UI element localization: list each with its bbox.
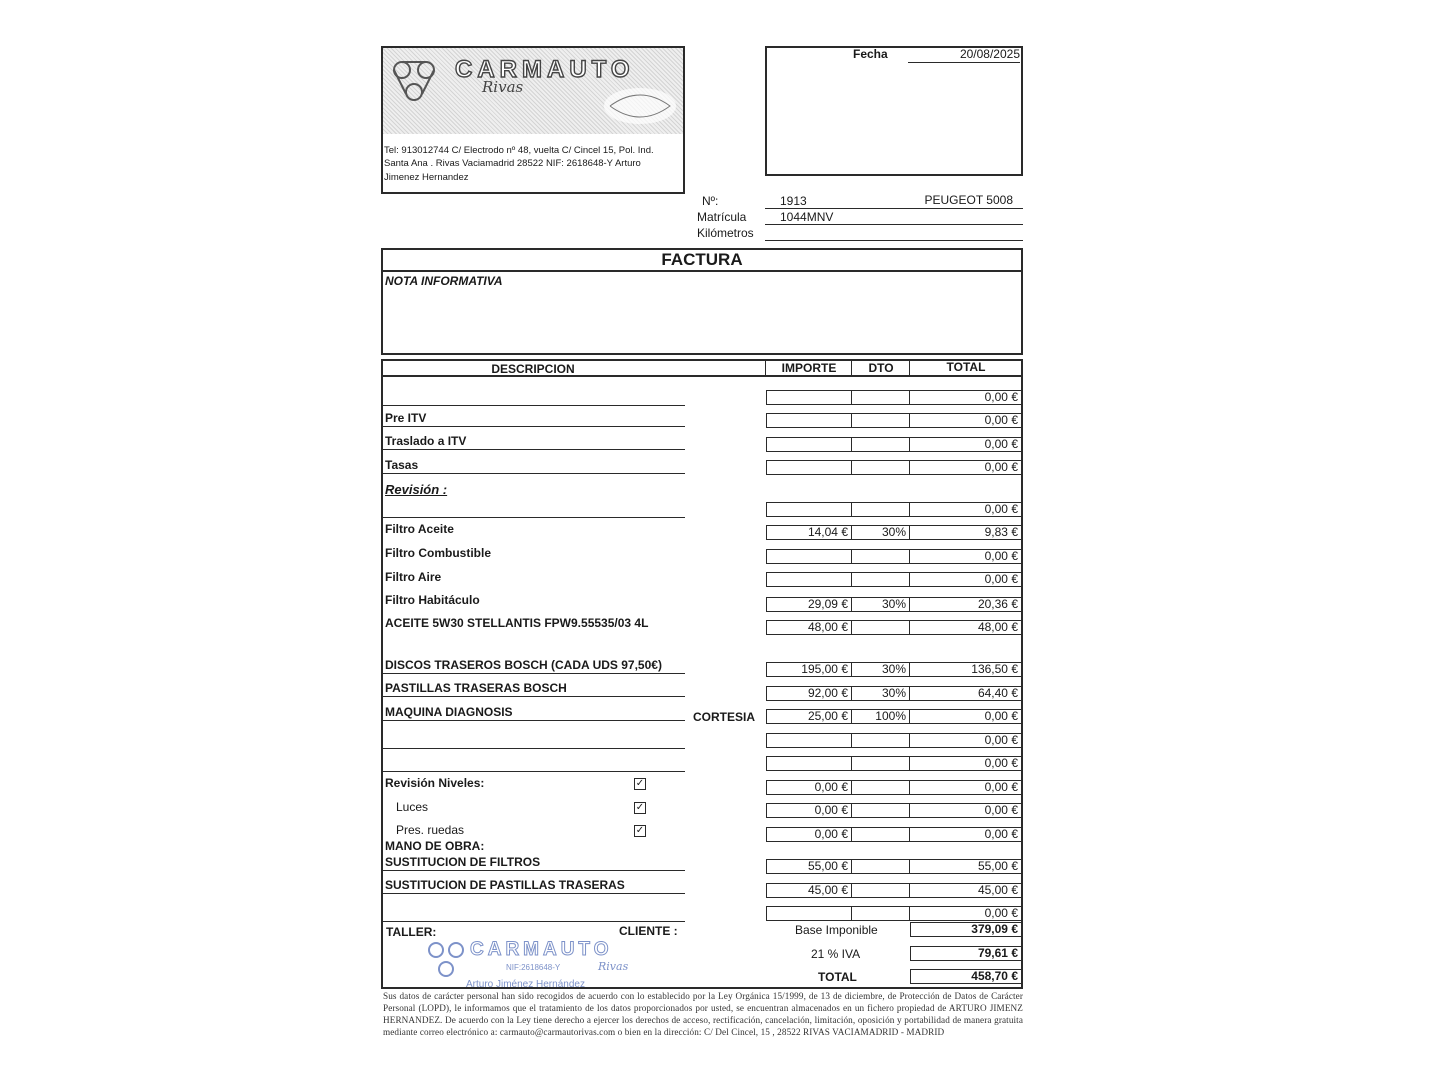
client-box [765, 46, 1023, 176]
line-total: 0,00 € [909, 572, 1022, 587]
line-importe: 45,00 € [766, 883, 852, 898]
line-total: 55,00 € [909, 859, 1022, 874]
numero-label: Nº: [702, 194, 719, 208]
line-total: 0,00 € [909, 437, 1022, 452]
line-total: 0,00 € [909, 756, 1022, 771]
company-address-line2: Santa Ana . Rivas Vaciamadrid 28522 NIF: 2618648-Y Arturo [384, 158, 641, 169]
line-dto [851, 803, 910, 818]
line-description: Traslado a ITV [385, 434, 467, 448]
line-dto: 30% [851, 662, 910, 677]
line-importe: 14,04 € [766, 525, 852, 540]
line-dto [851, 437, 910, 452]
line-description: Pre ITV [385, 411, 427, 425]
col-importe: IMPORTE [781, 361, 837, 375]
line-dto [851, 756, 910, 771]
line-dto: 30% [851, 686, 910, 701]
line-underline [383, 449, 685, 450]
company-address-line1: Tel: 913012744 C/ Electrodo nº 48, vuelta C/ Cincel 15, Pol. Ind. [384, 145, 654, 156]
line-dto [851, 460, 910, 475]
line-importe [766, 572, 852, 587]
checkbox-checked-icon[interactable]: ✓ [635, 802, 645, 813]
line-dto [851, 827, 910, 842]
line-description: DISCOS TRASEROS BOSCH (CADA UDS 97,50€) [385, 658, 662, 672]
line-importe: 0,00 € [766, 803, 852, 818]
line-description: SUSTITUCION DE FILTROS [385, 855, 541, 869]
fecha-label: Fecha [853, 47, 888, 61]
line-underline [383, 426, 685, 427]
line-underline [383, 870, 685, 871]
line-dto: 30% [851, 525, 910, 540]
line-underline [383, 473, 685, 474]
line-total: 0,00 € [909, 709, 1022, 724]
taller-label: TALLER: [386, 925, 437, 939]
line-importe: 25,00 € [766, 709, 852, 724]
line-description: Filtro Aire [385, 570, 442, 584]
kilometros-underline [765, 240, 1023, 241]
line-note: CORTESIA [693, 710, 756, 724]
line-description: Tasas [385, 458, 419, 472]
line-importe: 92,00 € [766, 686, 852, 701]
timing-belt-icon [390, 58, 446, 104]
line-total: 0,00 € [909, 390, 1022, 405]
line-importe [766, 756, 852, 771]
total-label: TOTAL [818, 970, 857, 984]
matricula-label: Matrícula [697, 210, 747, 224]
line-total: 0,00 € [909, 780, 1022, 795]
checkbox-checked-icon[interactable]: ✓ [635, 825, 645, 836]
col-total: TOTAL [946, 360, 986, 374]
line-total: 9,83 € [909, 525, 1022, 540]
vehicle-model: PEUGEOT 5008 [924, 193, 1013, 207]
line-total: 0,00 € [909, 413, 1022, 428]
line-underline [383, 517, 685, 518]
fecha-value: 20/08/2025 [959, 47, 1020, 61]
line-description: Filtro Aceite [385, 522, 454, 536]
line-description: MANO DE OBRA: [385, 839, 485, 853]
line-description: Filtro Habitáculo [385, 593, 480, 607]
line-importe [766, 437, 852, 452]
line-underline [383, 405, 685, 406]
stamp-subname: Rivas [598, 960, 629, 973]
stamp-person: Arturo Jiménez Hernández [466, 979, 585, 990]
matricula-underline [765, 224, 1023, 225]
fecha-underline [908, 62, 1020, 63]
line-importe: 0,00 € [766, 827, 852, 842]
line-underline [383, 893, 685, 894]
line-total: 0,00 € [909, 803, 1022, 818]
iva-value: 79,61 € [910, 946, 1022, 961]
stamp-belt-icon [426, 940, 468, 980]
matricula-value: 1044MNV [780, 210, 834, 224]
line-total: 0,00 € [909, 549, 1022, 564]
line-description: Pres. ruedas [396, 823, 465, 837]
total-value: 458,70 € [910, 969, 1022, 984]
company-subname: Rivas [482, 78, 524, 96]
line-total: 0,00 € [909, 460, 1022, 475]
line-importe [766, 413, 852, 428]
line-description: PASTILLAS TRASERAS BOSCH [385, 681, 567, 695]
stamp-nif: NIF:2618648-Y [506, 963, 561, 972]
line-description: SUSTITUCION DE PASTILLAS TRASERAS [385, 878, 625, 892]
decorative-emblem-icon [600, 84, 678, 128]
line-importe [766, 460, 852, 475]
company-name: CARMAUTO [455, 56, 635, 83]
line-importe [766, 906, 852, 921]
line-underline [383, 673, 685, 674]
line-dto [851, 906, 910, 921]
col-dto: DTO [868, 361, 894, 375]
line-dto [851, 390, 910, 405]
line-total: 0,00 € [909, 502, 1022, 517]
line-underline [383, 921, 685, 922]
line-dto: 30% [851, 597, 910, 612]
line-description: Revisión : [385, 482, 448, 497]
line-importe [766, 502, 852, 517]
line-importe [766, 549, 852, 564]
line-description: ACEITE 5W30 STELLANTIS FPW9.55535/03 4L [385, 616, 649, 630]
line-description: Filtro Combustible [385, 546, 491, 560]
invoice-title: FACTURA [661, 250, 743, 269]
iva-label: 21 % IVA [811, 947, 861, 961]
line-description: Revisión Niveles: [385, 776, 485, 790]
kilometros-label: Kilómetros [697, 226, 754, 240]
line-underline [383, 748, 685, 749]
line-dto [851, 549, 910, 564]
numero-value: 1913 [780, 194, 807, 208]
line-importe: 48,00 € [766, 620, 852, 635]
base-imponible-label: Base Imponible [795, 923, 878, 937]
base-imponible-value: 379,09 € [910, 922, 1022, 937]
line-total: 0,00 € [909, 733, 1022, 748]
line-importe: 195,00 € [766, 662, 852, 677]
line-importe: 0,00 € [766, 780, 852, 795]
line-total: 64,40 € [909, 686, 1022, 701]
line-description: Luces [396, 800, 429, 814]
line-underline [383, 720, 685, 721]
checkbox-checked-icon[interactable]: ✓ [635, 778, 645, 789]
line-importe [766, 390, 852, 405]
col-descripcion: DESCRIPCION [491, 362, 575, 376]
line-total: 0,00 € [909, 827, 1022, 842]
line-dto [851, 780, 910, 795]
line-total: 20,36 € [909, 597, 1022, 612]
line-importe: 55,00 € [766, 859, 852, 874]
line-dto: 100% [851, 709, 910, 724]
line-total: 45,00 € [909, 883, 1022, 898]
line-importe: 29,09 € [766, 597, 852, 612]
legal-notice: Sus datos de carácter personal han sido recogidos de acuerdo con lo establecido por la Ley Orgánica 15/1999, de 13 de diciembre, de Protección de Datos de Carácter Personal (LOPD), le informamos que el tratamiento de los datos proporcionados por usted, se encuentran almacenados en un fichero propiedad de ARTURO JIMENZ HERNANDEZ. De acuerdo con la Ley tiene derecho a ejercer los derechos de acceso, rectificación, cancelación, limitación, oposición y portabilidad de manera gratuita mediante correo electrónico a: carmauto@carmautorivas.com o bien en la dirección: C/ Del Cincel, 15 , 28522 RIVAS VACIAMADRID - MADRID [383, 991, 1023, 1037]
numero-underline [765, 208, 1023, 209]
company-address-line3: Jimenez Hernandez [384, 172, 469, 183]
line-dto [851, 883, 910, 898]
line-dto [851, 733, 910, 748]
line-dto [851, 620, 910, 635]
cliente-label: CLIENTE : [619, 924, 678, 938]
line-dto [851, 413, 910, 428]
line-description: MAQUINA DIAGNOSIS [385, 705, 513, 719]
line-dto [851, 859, 910, 874]
line-dto [851, 502, 910, 517]
line-underline [383, 771, 685, 772]
line-total: 136,50 € [909, 662, 1022, 677]
line-importe [766, 733, 852, 748]
line-underline [383, 696, 685, 697]
line-total: 0,00 € [909, 906, 1022, 921]
line-total: 48,00 € [909, 620, 1022, 635]
stamp-company-name: CARMAUTO [470, 939, 613, 960]
nota-label: NOTA INFORMATIVA [385, 274, 503, 288]
line-dto [851, 572, 910, 587]
